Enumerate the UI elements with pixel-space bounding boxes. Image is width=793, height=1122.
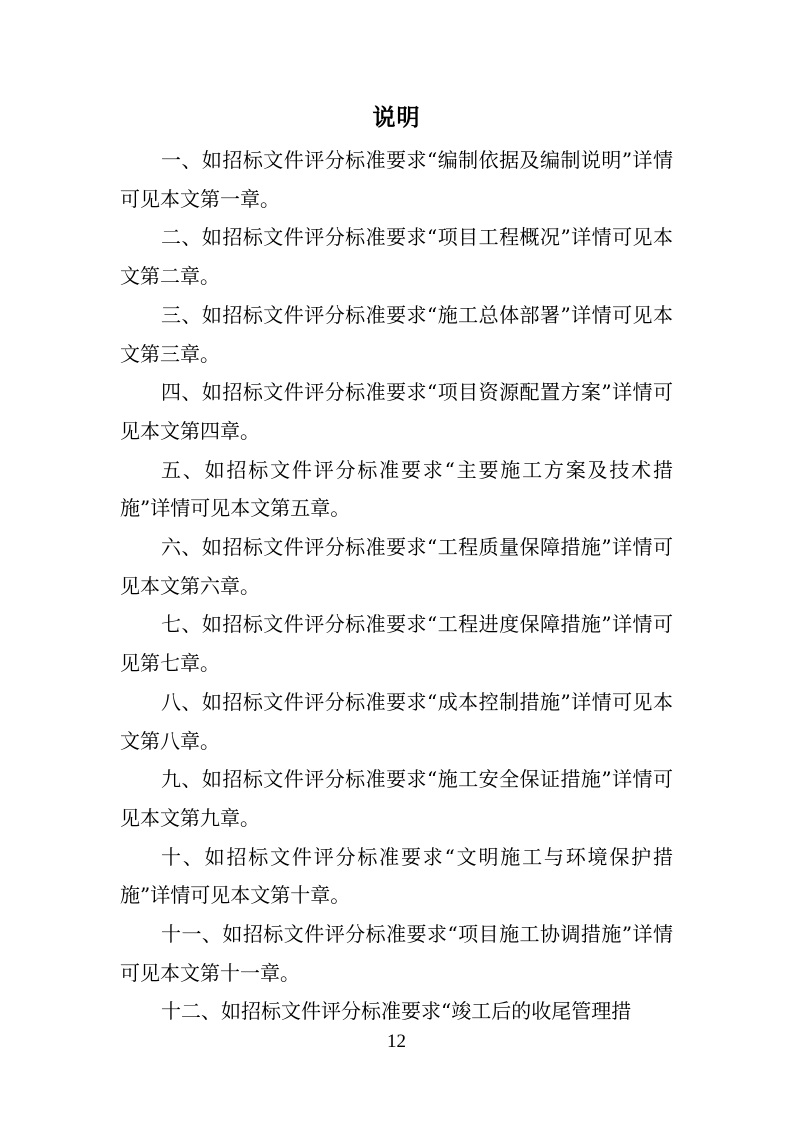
paragraph-8: 八、如招标文件评分标准要求“成本控制措施”详情可见本文第八章。 — [120, 689, 673, 753]
page-title: 说明 — [372, 105, 421, 131]
page-number: 12 — [387, 1031, 406, 1052]
paragraph-3: 三、如招标文件评分标准要求“施工总体部署”详情可见本文第三章。 — [120, 302, 673, 366]
paragraph-9: 九、如招标文件评分标准要求“施工安全保证措施”详情可见本文第九章。 — [120, 767, 673, 830]
document-body — [120, 141, 673, 1031]
paragraph-7: 七、如招标文件评分标准要求“工程进度保障措施”详情可见第七章。 — [120, 612, 673, 676]
paragraph-1: 一、如招标文件评分标准要求“编制依据及编制说明”详情可见本文第一章。 — [120, 148, 673, 211]
paragraph-6: 六、如招标文件评分标准要求“工程质量保障措施”详情可见本文第六章。 — [120, 535, 673, 598]
paragraph-4: 四、如招标文件评分标准要求“项目资源配置方案”详情可见本文第四章。 — [120, 380, 673, 443]
paragraph-10: 十、如招标文件评分标准要求“文明施工与环境保护措施”详情可见本文第十章。 — [120, 844, 673, 908]
paragraph-12: 十二、如招标文件评分标准要求“竣工后的收尾管理措 — [161, 999, 632, 1024]
paragraph-11: 十一、如招标文件评分标准要求“项目施工协调措施”详情可见本文第十一章。 — [120, 922, 673, 985]
paragraph-5: 五、如招标文件评分标准要求“主要施工方案及技术措施”详情可见本文第五章。 — [120, 457, 673, 521]
paragraph-2: 二、如招标文件评分标准要求“项目工程概况”详情可见本文第二章。 — [120, 225, 673, 289]
